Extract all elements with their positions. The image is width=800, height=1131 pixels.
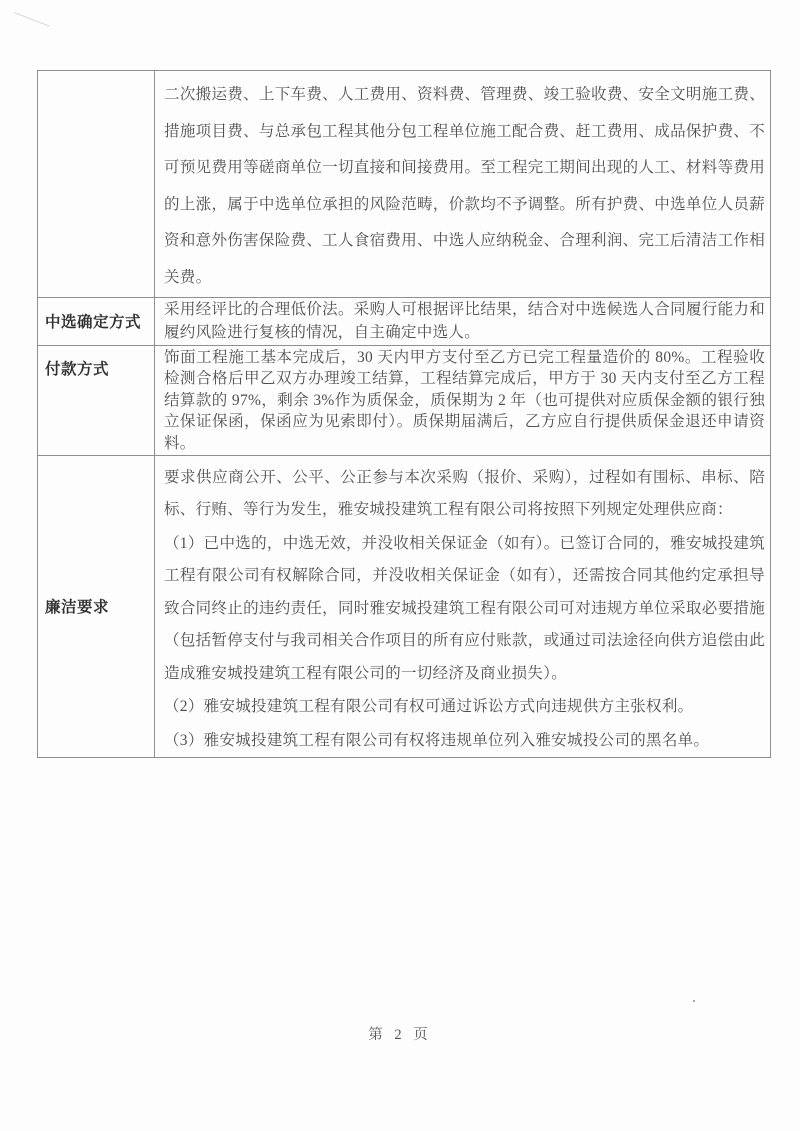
scan-artifact-line [14, 12, 50, 27]
row-content-selection-method [155, 297, 771, 345]
paragraph: 二次搬运费、上下车费、人工费用、资料费、管理费、竣工验收费、安全文明施工费、措施项目费、与总承包工程其他分包工程单位施工配合费、赶工费用、成品保护费、不可预见费用等磋商单位一切直接和间接费用。至工程完工期间出现的人工、材料等费用的上涨，属于中选单位承担的风险范畴，价款均不予调整。所有护费、中选单位人员薪资和意外伤害保险费、工人食宿费用、中选人应纳税金、合理利润、完工后清洁工作相关费。 [164, 86, 765, 286]
table-row-fees-continuation [38, 71, 771, 298]
table-row-integrity-requirements [38, 455, 771, 758]
paragraph: （2）雅安城投建筑工程有限公司有权可通过诉讼方式向违规供方主张权利。 [164, 698, 694, 716]
row-content-integrity-requirements [155, 455, 771, 758]
row-content-payment-method [155, 345, 771, 455]
paragraph: （3）雅安城投建筑工程有限公司有权将违规单位列入雅安城投公司的黑名单。 [164, 731, 710, 749]
paragraph: 要求供应商公开、公平、公正参与本次采购（报价、采购），过程如有围标、串标、陪标、行贿、等行为发生，雅安城投建筑工程有限公司将按照下列规定处理供应商： [164, 468, 765, 519]
paragraph: （1）已中选的，中选无效，并没收相关保证金（如有）。已签订合同的，雅安城投建筑工程有限公司有权解除合同，并没收相关保证金（如有），还需按合同其他约定承担导致合同终止的违约责任，同时雅安城投建筑工程有限公司可对违规方单位采取必要措施（包括暂停支付与我司相关合作项目的所有应付账款，或通过司法途径向供方追偿由此造成雅安城投建筑工程有限公司的一切经济及商业损失）。 [164, 534, 765, 682]
row-label-integrity-requirements: 廉洁要求 [38, 455, 155, 758]
row-content-fees [155, 71, 771, 298]
procurement-terms-table [37, 70, 771, 758]
table-row-selection-method [38, 297, 771, 345]
row-label-selection-method: 中选确定方式 [38, 297, 155, 345]
row-label-empty [38, 71, 155, 298]
table-row-payment-method [38, 345, 771, 455]
scan-artifact-speck [693, 1000, 695, 1002]
row-label-payment-method: 付款方式 [38, 345, 155, 455]
paragraph: 采用经评比的合理低价法。采购人可根据评比结果，结合对中选候选人合同履行能力和履约风险进行复核的情况，自主确定中选人。 [164, 300, 765, 342]
page-number: 第 2 页 [368, 1027, 432, 1043]
paragraph: 饰面工程施工基本完成后，30 天内甲方支付至乙方已完工程量造价的 80%。工程验收检测合格后甲乙双方办理竣工结算，工程结算完成后，甲方于 30 天内支付至乙方工程结算款的 97%，剩余 3%作为质保金，质保期为 2 年（也可提供对应质保金额的银行独立保证保函，保函应为见索即付）。质保期届满后，乙方应自行提供质保金退还申请资料。 [164, 348, 765, 452]
